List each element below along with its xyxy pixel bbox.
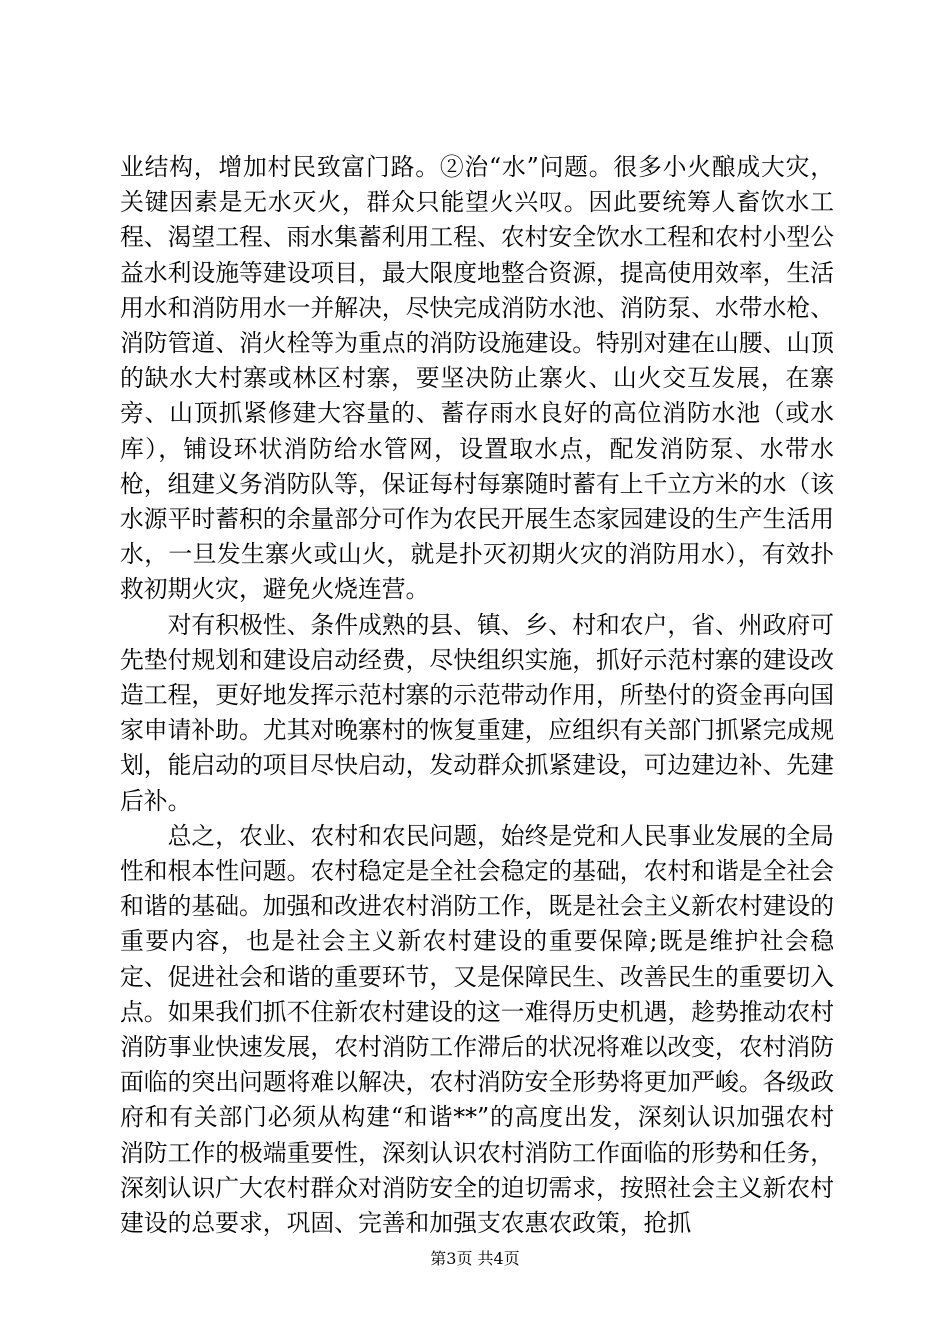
page-number-footer: 第3页 共4页: [430, 1249, 520, 1268]
paragraph-funding: 对有积极性、条件成熟的县、镇、乡、村和农户，省、州政府可先垫付规划和建设启动经费，尽快组织实施，抓好示范村寨的建设改造工程，更好地发挥示范村寨的示范带动作用，所垫付的资金再向国家申请补助。尤其对晚寨村的恢复重建，应组织有关部门抓紧完成规划，能启动的项目尽快启动，发动群众抓紧建设，可边建边补、先建后补。: [120, 610, 834, 815]
document-body: [120, 150, 834, 1241]
paragraph-continued: 业结构，增加村民致富门路。②治“水”问题。很多小火酿成大灾，关键因素是无水灭火，群众只能望火兴叹。因此要统筹人畜饮水工程、渴望工程、雨水集蓄利用工程、农村安全饮水工程和农村小型公益水利设施等建设项目，最大限度地整合资源，提高使用效率，生活用水和消防用水一并解决，尽快完成消防水池、消防泵、水带水枪、消防管道、消火栓等为重点的消防设施建设。特别对建在山腰、山顶的缺水大村寨或林区村寨，要坚决防止寨火、山火交互发展，在寨旁、山顶抓紧修建大容量的、蓄存雨水良好的高位消防水池（或水库），铺设环状消防给水管网，设置取水点，配发消防泵、水带水枪，组建义务消防队等，保证每村每寨随时蓄有上千立方米的水（该水源平时蓄积的余量部分可作为农民开展生态家园建设的生产生活用水，一旦发生寨火或山火，就是扑灭初期火灾的消防用水），有效扑救初期火灾，避免火烧连营。: [120, 153, 834, 604]
paragraph-conclusion: 总之，农业、农村和农民问题，始终是党和人民事业发展的全局性和根本性问题。农村稳定是全社会稳定的基础，农村和谐是全社会和谐的基础。加强和改进农村消防工作，既是社会主义新农村建设的重要内容，也是社会主义新农村建设的重要保障;既是维护社会稳定、促进社会和谐的重要环节，又是保障民生、改善民生的重要切入点。如果我们抓不住新农村建设的这一难得历史机遇，趁势推动农村消防事业快速发展，农村消防工作滞后的状况将难以改变，农村消防面临的突出问题将难以解决，农村消防安全形势将更加严峻。各级政府和有关部门必须从构建“和谐**”的高度出发，深刻认识加强农村消防工作的极端重要性，深刻认识农村消防工作面临的形势和任务，深刻认识广大农村群众对消防安全的迫切需求，按照社会主义新农村建设的总要求，巩固、完善和加强支农惠农政策，抢抓: [120, 821, 834, 1238]
